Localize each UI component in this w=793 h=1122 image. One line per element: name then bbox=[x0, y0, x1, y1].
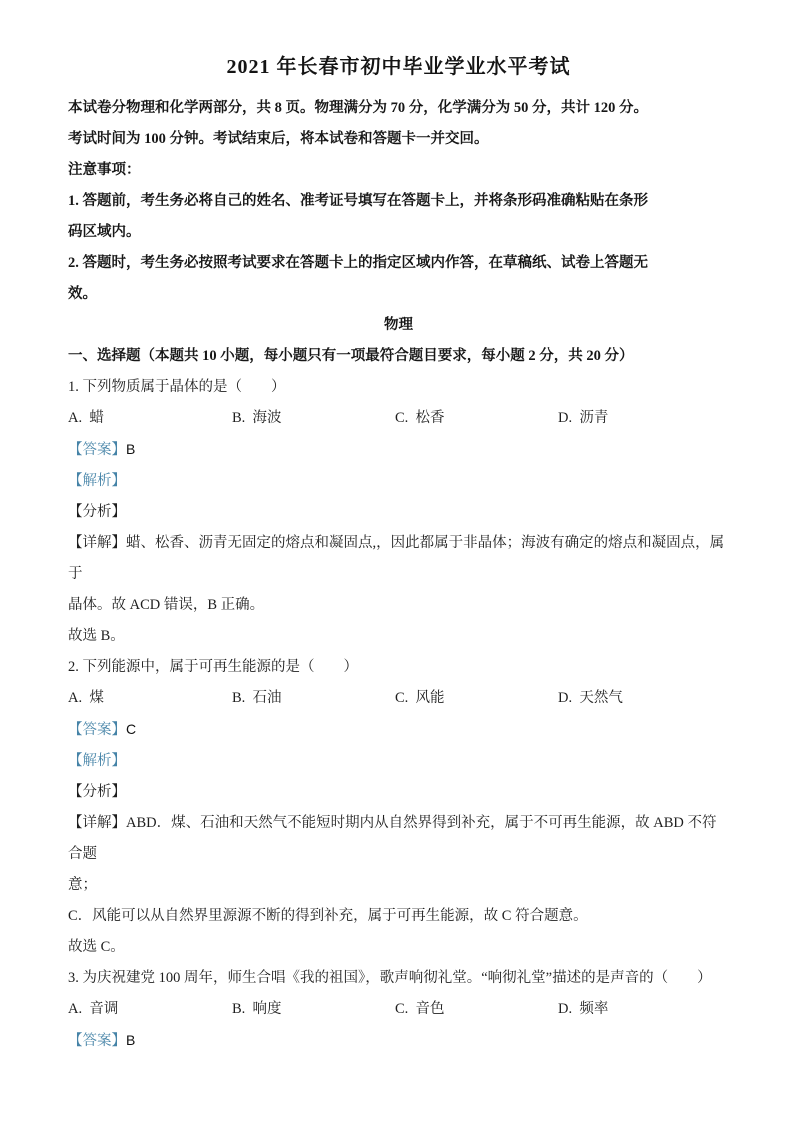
fenxi-line bbox=[68, 777, 729, 808]
jiexi-label: 【解析】 bbox=[68, 473, 126, 489]
options-row bbox=[68, 683, 729, 714]
answer-value: B bbox=[126, 1032, 136, 1048]
option-d: D. 沥青 bbox=[558, 410, 609, 426]
option-b: B. 石油 bbox=[232, 690, 282, 706]
notice-item-1-line-1: 1. 答题前，考生务必将自己的姓名、准考证号填写在答题卡上，并将条形码准确粘贴在条形 bbox=[68, 193, 648, 209]
notice-item-2-line-1: 2. 答题时，考生务必按照考试要求在答题卡上的指定区域内作答，在草稿纸、试卷上答题无 bbox=[68, 255, 648, 271]
fenxi-label: 【分析】 bbox=[68, 504, 126, 520]
explanation-line: C．风能可以从自然界里源源不断的得到补充，属于可再生能源，故 C 符合题意。 bbox=[68, 908, 588, 924]
explanation-line: 【详解】ABD．煤、石油和天然气不能短时期内从自然界得到补充，属于不可再生能源，故 ABD 不符合题 bbox=[68, 815, 717, 862]
question-stem: 2. 下列能源中，属于可再生能源的是（ ） bbox=[68, 659, 358, 675]
explanation-line: 意； bbox=[68, 877, 97, 893]
jiexi-line bbox=[68, 466, 729, 497]
answer-label: 【答案】 bbox=[68, 442, 126, 458]
question-block-3 bbox=[68, 963, 729, 1057]
options-row bbox=[68, 994, 729, 1025]
subject-heading: 物理 bbox=[384, 317, 413, 333]
option-d: D. 天然气 bbox=[558, 690, 623, 706]
intro-line-2: 考试时间为 100 分钟。考试结束后，将本试卷和答题卡一并交回。 bbox=[68, 131, 489, 147]
jiexi-label: 【解析】 bbox=[68, 753, 126, 769]
explanation-line: 故选 B。 bbox=[68, 628, 125, 644]
option-d: D. 频率 bbox=[558, 1001, 609, 1017]
explanation-line: 晶体。故 ACD 错误，B 正确。 bbox=[68, 597, 265, 613]
answer-value: B bbox=[126, 441, 136, 457]
intro-line-1: 本试卷分物理和化学两部分，共 8 页。物理满分为 70 分，化学满分为 50 分，共计 120 分。 bbox=[68, 100, 648, 116]
option-c: C. 松香 bbox=[395, 410, 445, 426]
options-row bbox=[68, 403, 729, 434]
option-a: A. 音调 bbox=[68, 1001, 119, 1017]
question-block-1 bbox=[68, 372, 729, 652]
notice-title: 注意事项： bbox=[68, 162, 141, 178]
fenxi-line bbox=[68, 497, 729, 528]
jiexi-line bbox=[68, 746, 729, 777]
question-block-2 bbox=[68, 652, 729, 963]
answer-value: C bbox=[126, 721, 137, 737]
document-title: 2021 年长春市初中毕业学业水平考试 bbox=[226, 56, 571, 78]
option-a: A. 蜡 bbox=[68, 410, 104, 426]
option-a: A. 煤 bbox=[68, 690, 104, 706]
fenxi-label: 【分析】 bbox=[68, 784, 126, 800]
answer-label: 【答案】 bbox=[68, 1033, 126, 1049]
answer-label: 【答案】 bbox=[68, 722, 126, 738]
option-c: C. 风能 bbox=[395, 690, 445, 706]
question-stem: 1. 下列物质属于晶体的是（ ） bbox=[68, 379, 286, 395]
answer-line bbox=[68, 434, 729, 466]
question-stem: 3. 为庆祝建党 100 周年，师生合唱《我的祖国》，歌声响彻礼堂。“响彻礼堂”描述的是声音的（ ） bbox=[68, 970, 712, 986]
option-b: B. 响度 bbox=[232, 1001, 282, 1017]
answer-line bbox=[68, 714, 729, 746]
answer-line bbox=[68, 1025, 729, 1057]
notice-item-1-line-2: 码区域内。 bbox=[68, 224, 141, 240]
option-c: C. 音色 bbox=[395, 1001, 445, 1017]
notice-item-2-line-2: 效。 bbox=[68, 286, 97, 302]
option-b: B. 海波 bbox=[232, 410, 282, 426]
section-heading: 一、选择题（本题共 10 小题，每小题只有一项最符合题目要求，每小题 2 分，共 20 分） bbox=[68, 348, 634, 364]
explanation-line: 【详解】蜡、松香、沥青无固定的熔点和凝固点,，因此都属于非晶体；海波有确定的熔点和凝固点，属于 bbox=[68, 535, 725, 582]
explanation-line: 故选 C。 bbox=[68, 939, 125, 955]
